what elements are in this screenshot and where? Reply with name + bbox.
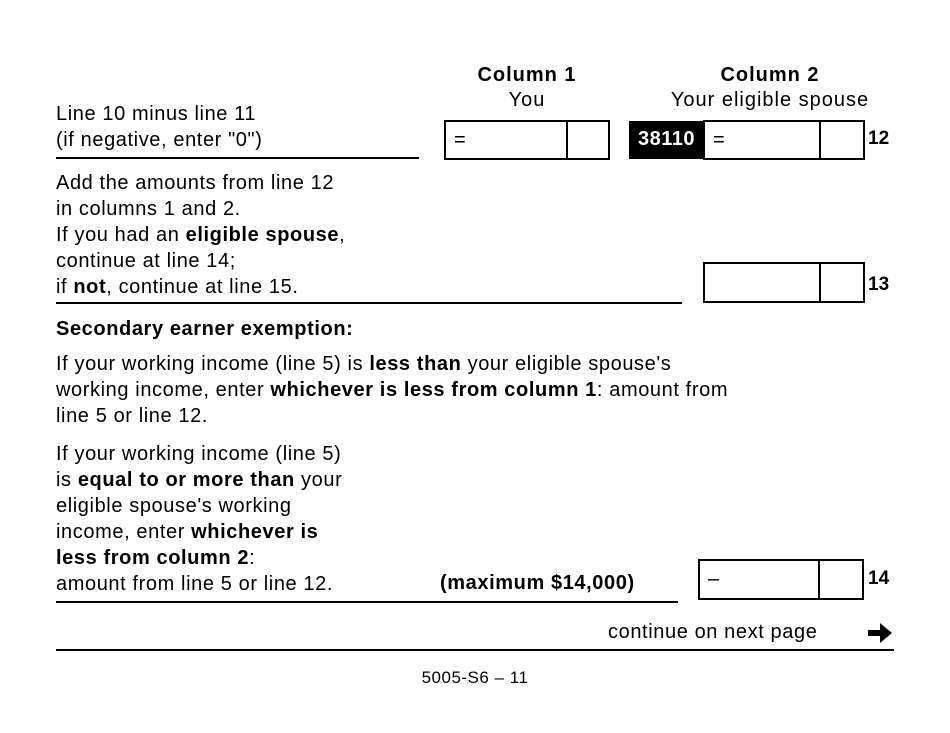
page-identifier: 5005-S6 – 11 <box>421 668 529 687</box>
text-run: your eligible spouse's <box>461 353 672 375</box>
line-14-text-4 <box>56 519 318 545</box>
line-number-14: 14 <box>868 568 890 589</box>
line-12-text-1: Line 10 minus line 11 <box>56 103 257 125</box>
line-13-text-2: in columns 1 and 2. <box>56 198 241 220</box>
line-12-col2-field[interactable] <box>703 120 865 160</box>
line-14-text-5 <box>56 545 255 571</box>
line-13-text-5 <box>56 274 298 300</box>
text-run: , continue at line 15. <box>106 276 299 298</box>
line-number-12: 12 <box>868 128 890 149</box>
continue-on-next-page <box>608 619 817 645</box>
column-1-title: Column 1 <box>477 64 577 86</box>
line-14-field[interactable] <box>698 559 864 600</box>
footer-rule <box>56 649 894 651</box>
line-13-text-3 <box>56 222 345 248</box>
column-2-subtitle: Your eligible spouse <box>670 89 870 111</box>
column-1-subtitle: You <box>508 89 546 111</box>
text-run: If you had an <box>56 224 186 246</box>
line-14-text-2 <box>56 467 342 493</box>
bold-run: whichever is less from column 1 <box>270 379 597 401</box>
text-run: if <box>56 276 74 298</box>
continue-text: continue on next page <box>608 621 818 643</box>
minus-sign: – <box>708 568 720 590</box>
line-14-text-3: eligible spouse's working <box>56 495 292 517</box>
text-run: If your working income (line 5) is <box>56 353 370 375</box>
secondary-para-line-1 <box>56 351 671 377</box>
maximum-amount-note: (maximum $14,000) <box>440 572 635 594</box>
text-run: : amount from <box>596 379 729 401</box>
text-run: : <box>249 547 256 569</box>
line-12-rule <box>56 157 419 159</box>
text-run: income, enter <box>56 521 192 543</box>
line-code-38110: 38110 <box>629 121 704 159</box>
line-12-text-2: (if negative, enter "0") <box>56 129 263 151</box>
line-13-field[interactable] <box>703 262 865 303</box>
secondary-earner-heading: Secondary earner exemption: <box>56 318 354 340</box>
bold-run: whichever is <box>191 521 319 543</box>
text-run: , <box>339 224 346 246</box>
bold-run: not <box>73 276 107 298</box>
secondary-para-line-3: line 5 or line 12. <box>56 405 209 427</box>
cents-divider <box>819 264 821 301</box>
secondary-para-line-2 <box>56 377 728 403</box>
bold-run: equal to or more than <box>77 469 295 491</box>
arrow-right-icon <box>866 621 894 645</box>
cents-divider <box>818 561 820 598</box>
bold-run: less than <box>369 353 462 375</box>
cents-divider <box>819 122 821 158</box>
line-14-text-1: If your working income (line 5) <box>56 443 342 465</box>
bold-run: less from column 2 <box>56 547 250 569</box>
equals-sign: = <box>713 129 725 151</box>
text-run: is <box>56 469 78 491</box>
line-13-text-1: Add the amounts from line 12 <box>56 172 335 194</box>
bold-run: eligible spouse <box>185 224 340 246</box>
column-2-title: Column 2 <box>720 64 820 86</box>
text-run: your <box>294 469 343 491</box>
line-13-text-4: continue at line 14; <box>56 250 236 272</box>
cents-divider <box>566 122 568 158</box>
line-12-col1-field[interactable] <box>444 120 610 160</box>
equals-sign: = <box>454 129 466 151</box>
text-run: working income, enter <box>56 379 271 401</box>
line-14-text-6: amount from line 5 or line 12. <box>56 573 334 595</box>
line-13-rule <box>56 302 682 304</box>
line-14-rule <box>56 601 678 603</box>
line-number-13: 13 <box>868 274 890 295</box>
